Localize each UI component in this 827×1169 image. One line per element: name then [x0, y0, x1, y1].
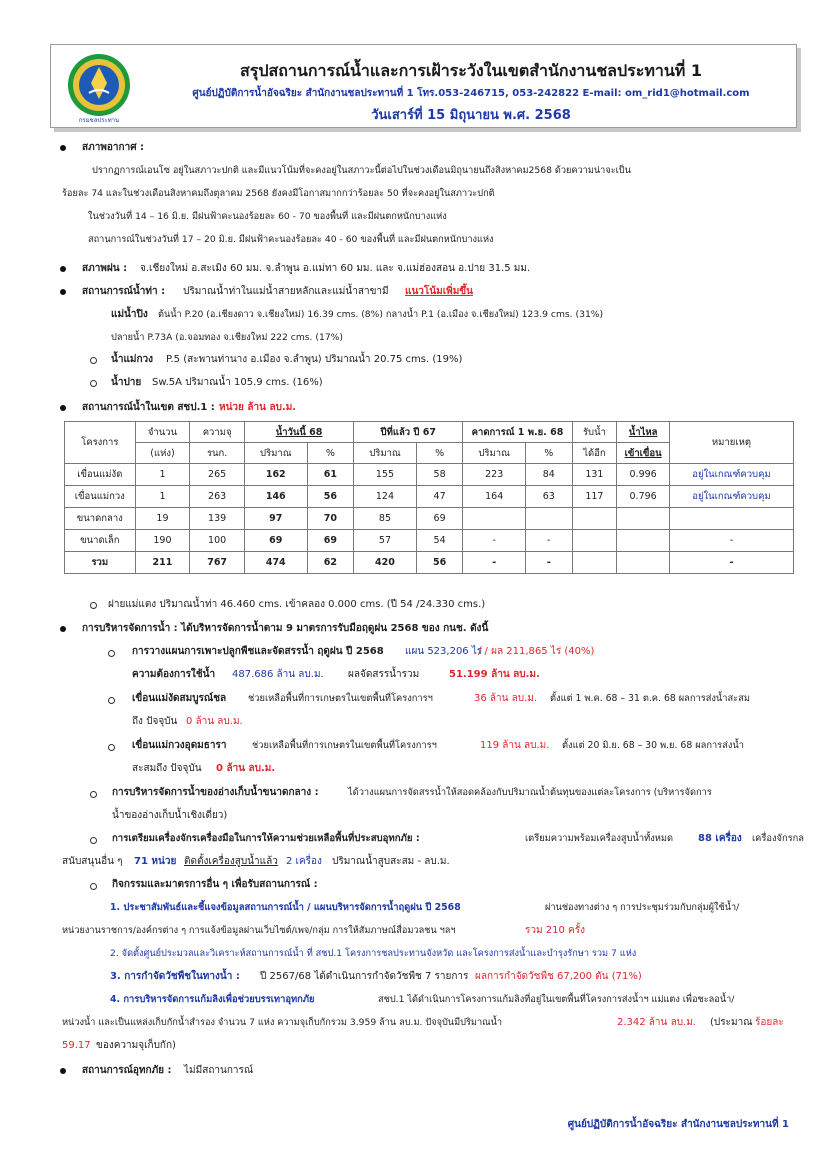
bullet-icon [60, 626, 66, 632]
mgmt-heading: การบริหารจัดการน้ำ : ได้บริหารจัดการน้ำตาม 9 มาตรการรับมือฤดูฝน 2568 ของ กนช. ดังนี้ [82, 623, 489, 634]
th-count: จำนวน [135, 422, 190, 443]
report-date: วันเสาร์ที่ 15 มิถุนายน พ.ศ. 2568 [371, 108, 571, 123]
ngat-text-2: ตั้งแต่ 1 พ.ค. 68 – 31 ต.ค. 68 ผลการส่งน้ำสะสม [550, 693, 750, 704]
machine-l2a: สนับสนุนอื่น ๆ [62, 856, 123, 867]
cell-fc-vol: 164 [463, 486, 526, 508]
alloc-value: 51.199 ล้าน ลบ.ม. [449, 669, 540, 680]
cell-inflow [617, 508, 670, 530]
activity-1-label: 1. ประชาสัมพันธ์และชี้แจงข้อมูลสถานการณ์น้ำ / แผนบริหารจัดการน้ำฤดูฝน ปี 2568 [110, 902, 461, 913]
cell-last-vol: 85 [354, 508, 417, 530]
cell-last-vol: 155 [354, 464, 417, 486]
water-heading: สถานการณ์น้ำท่า : [82, 286, 166, 297]
medium-text-2: น้ำของอ่างเก็บน้ำเชิงเดี่ยว) [112, 810, 228, 821]
alloc-label: ผลจัดสรรน้ำรวม [348, 669, 420, 680]
circle-bullet-icon [90, 602, 97, 609]
th-pct: % [307, 443, 354, 464]
th-inflow: น้ำไหล [617, 422, 670, 443]
kuang-dam-text-1: ช่วยเหลือพื้นที่การเกษตรในเขตพื้นที่โครงการฯ [252, 740, 437, 751]
circle-bullet-icon [90, 380, 97, 387]
th-receive-2: ได้อีก [572, 443, 617, 464]
table-row [65, 486, 794, 508]
ping-text-2: ปลายน้ำ P.73A (อ.จอมทอง จ.เชียงใหม่ 222 cms. (17%) [111, 332, 343, 343]
ngat-label: เขื่อนแม่งัดสมบูรณ์ชล [132, 693, 227, 704]
page-footer: ศูนย์ปฏิบัติการน้ำอัจฉริยะ สำนักงานชลประทานที่ 1 [567, 1119, 789, 1130]
th-project: โครงการ [65, 422, 136, 464]
cell-last-pct: 58 [416, 464, 463, 486]
cell-now-pct: 70 [307, 508, 354, 530]
ngat-text-3: ถึง ปัจจุบัน [132, 716, 178, 727]
weather-p1: ปรากฏการณ์เอนโซ อยู่ในสภาวะปกติ และมีแนวโน้มที่จะคงอยู่ในสภาวะนี้ต่อไปในช่วงเดือนมิถุนายนถึงสิงหาคม2568 ด้วยความน่าจะเป็น [92, 165, 631, 176]
cell-receive: 131 [572, 464, 617, 486]
plan-label: การวางแผนการเพาะปลูกพืชและจัดสรรน้ำ ฤดูฝน ปี 2568 [132, 646, 384, 657]
cell-last-vol: 57 [354, 530, 417, 552]
cell-fc-vol: - [463, 530, 526, 552]
activity-4-text-2: หน่วงน้ำ และเป็นแหล่งเก็บกักน้ำสำรอง จำนวน 7 แห่ง ความจุเก็บกักรวม 3.959 ล้าน ลบ.ม. ปัจจุบันมีปริมาณน้ำ [62, 1017, 503, 1028]
th-vol: ปริมาณ [354, 443, 417, 464]
machine-l2d: 2 เครื่อง [286, 856, 322, 867]
report-title: สรุปสถานการณ์น้ำและการเฝ้าระวังในเขตสำนักงานชลประทานที่ 1 [239, 61, 703, 80]
th-vol: ปริมาณ [244, 443, 307, 464]
activity-3-label: 3. การกำจัดวัชพืชในทางน้ำ : [110, 971, 240, 982]
cell-fc-pct [526, 508, 573, 530]
circle-bullet-icon [90, 357, 97, 364]
activity-1-value: รวม 210 ครั้ง [525, 925, 585, 936]
ngat-text-1: ช่วยเหลือพื้นที่การเกษตรในเขตพื้นที่โครงการฯ [248, 693, 433, 704]
cell-inflow [617, 530, 670, 552]
cell-count: 190 [135, 530, 190, 552]
activity-4-value-2: ร้อยละ [755, 1017, 784, 1028]
circle-bullet-icon [90, 883, 97, 890]
circle-bullet-icon [108, 650, 115, 657]
cell-fc-vol: 223 [463, 464, 526, 486]
ping-text: ต้นน้ำ P.20 (อ.เชียงดาว จ.เชียงใหม่) 16.39 cms. (8%) กลางน้ำ P.1 (อ.เมือง จ.เชียงใหม่) 123.9 cms. (31%) [158, 309, 604, 320]
cell-now-vol: 146 [244, 486, 307, 508]
th-remark: หมายเหตุ [669, 422, 793, 464]
activity-1-text: ผ่านช่องทางต่าง ๆ การประชุมร่วมกับกลุ่มผู้ใช้น้ำ/ [545, 902, 740, 913]
cell-fc-pct: - [526, 530, 573, 552]
th-pct: % [526, 443, 573, 464]
cell-name: ขนาดเล็ก [65, 530, 136, 552]
table-row [65, 464, 794, 486]
table-row [65, 530, 794, 552]
machine-label: การเตรียมเครื่องจักรเครื่องมือในการให้ความช่วยเหลือพื้นที่ประสบอุทกภัย : [112, 833, 420, 844]
cell-now-pct: 69 [307, 530, 354, 552]
th-inflow-2: เข้าเขื่อน [617, 443, 670, 464]
cell-last-pct: 47 [416, 486, 463, 508]
th-now: น้ำวันนี้ 68 [244, 422, 353, 443]
reservoir-unit: หน่วย ล้าน ลบ.ม. [219, 402, 297, 413]
cell-now-vol: 97 [244, 508, 307, 530]
ngat-value-2: 0 ล้าน ลบ.ม. [186, 716, 243, 727]
bullet-icon [60, 145, 66, 151]
weather-heading: สภาพอากาศ : [82, 142, 145, 153]
activity-4-text-3: (ประมาณ [710, 1017, 753, 1028]
cell-remark: อยู่ในเกณฑ์ควบคุม [669, 486, 793, 508]
th-forecast: คาดการณ์ 1 พ.ย. 68 [463, 422, 572, 443]
cell-now-vol: 474 [244, 552, 307, 574]
th-pct: % [416, 443, 463, 464]
cell-name: เขื่อนแม่กวง [65, 486, 136, 508]
cell-count: 1 [135, 464, 190, 486]
th-receive: รับน้ำ [572, 422, 617, 443]
activity-4-text-4: ของความจุเก็บกัก) [96, 1040, 176, 1051]
medium-label: การบริหารจัดการน้ำของอ่างเก็บน้ำขนาดกลาง : [112, 787, 319, 798]
reservoir-heading: สถานการณ์น้ำในเขต สชป.1 : [82, 402, 215, 413]
pai-label: น้ำปาย [111, 377, 142, 388]
circle-bullet-icon [108, 744, 115, 751]
bullet-icon [60, 266, 66, 272]
machine-l2e: ปริมาณน้ำสูบสะสม - ลบ.ม. [332, 856, 450, 867]
circle-bullet-icon [108, 697, 115, 704]
circle-bullet-icon [90, 837, 97, 844]
cell-now-vol: 162 [244, 464, 307, 486]
cell-receive: 117 [572, 486, 617, 508]
ngat-value-1: 36 ล้าน ลบ.ม. [474, 693, 538, 704]
cell-count: 1 [135, 486, 190, 508]
weather-p3: ในช่วงวันที่ 14 – 16 มิ.ย. มีฝนฟ้าคะนองร้อยละ 60 - 70 ของพื้นที่ และมีฝนตกหนักบางแห่ง [88, 211, 447, 222]
medium-text: ได้วางแผนการจัดสรรน้ำให้สอดคล้องกับปริมาณน้ำต้นทุนของแต่ละโครงการ (บริหารจัดการ [348, 787, 712, 798]
weather-p4: สถานการณ์ในช่วงวันที่ 17 – 20 มิ.ย. มีฝนฟ้าคะนองร้อยละ 40 - 60 ของพื้นที่ และมีฝนตกหนักบางแห่ง [88, 234, 494, 245]
bullet-icon [60, 1068, 66, 1074]
kuang-dam-value-1: 119 ล้าน ลบ.ม. [480, 740, 550, 751]
cell-last-pct: 54 [416, 530, 463, 552]
cell-last-vol: 420 [354, 552, 417, 574]
pai-text: Sw.5A ปริมาณน้ำ 105.9 cms. (16%) [152, 377, 323, 388]
plan-text: แผน 523,206 ไร่ [405, 646, 483, 657]
weir-text: ฝายแม่แตง ปริมาณน้ำท่า 46.460 cms. เข้าคลอง 0.000 cms. (ปี 54 /24.330 cms.) [108, 599, 486, 610]
activity-3-text: ปี 2567/68 ได้ดำเนินการกำจัดวัชพืช 7 รายการ [260, 971, 469, 982]
cell-inflow: 0.796 [617, 486, 670, 508]
cell-now-pct: 56 [307, 486, 354, 508]
seal-caption: กรมชลประทาน [78, 117, 120, 124]
demand-label: ความต้องการใช้น้ำ [132, 669, 216, 680]
rain-heading: สภาพฝน : [82, 263, 128, 274]
kuang-dam-value-2: 0 ล้าน ลบ.ม. [216, 763, 276, 774]
kuang-text: P.5 (สะพานท่านาง อ.เมือง จ.ลำพูน) ปริมาณน้ำ 20.75 cms. (19%) [166, 354, 463, 365]
activity-3-value: ผลการกำจัดวัชพืช 67,200 ตัน (71%) [475, 971, 642, 982]
cell-cap: 139 [190, 508, 245, 530]
demand-value: 487.686 ล้าน ลบ.ม. [232, 669, 324, 680]
cell-now-pct: 61 [307, 464, 354, 486]
activities-label: กิจกรรมและมาตรการอื่น ๆ เพื่อรับสถานการณ์ : [112, 879, 318, 890]
cell-remark [669, 508, 793, 530]
cell-last-vol: 124 [354, 486, 417, 508]
cell-fc-vol: - [463, 552, 526, 574]
cell-cap: 263 [190, 486, 245, 508]
th-cap-unit: รนก. [190, 443, 245, 464]
activity-1-text-2: หน่วยงานราชการ/องค์กรต่าง ๆ การแจ้งข้อมูลผ่านเว็บไซต์/เพจ/กลุ่ม การให้สัมภาษณ์สื่อมวลชน ฯลฯ [62, 925, 456, 936]
machine-l2b: 71 หน่วย [134, 856, 177, 867]
water-text: ปริมาณน้ำท่าในแม่น้ำสายหลักและแม่น้ำสาขามี [183, 286, 389, 297]
cell-receive [572, 508, 617, 530]
report-header [50, 44, 797, 128]
rain-text: จ.เชียงใหม่ อ.สะเมิง 60 มม. จ.ลำพูน อ.แม่ทา 60 มม. และ จ.แม่ฮ่องสอน อ.ปาย 31.5 มม. [140, 263, 531, 274]
cell-fc-pct: 84 [526, 464, 573, 486]
report-contact: ศูนย์ปฏิบัติการน้ำอัจฉริยะ สำนักงานชลประทานที่ 1 โทร.053-246715, 053-242822 E-mail: om_rid1@hotmail.com [192, 88, 750, 99]
bullet-icon [60, 405, 66, 411]
cell-count: 19 [135, 508, 190, 530]
disaster-heading: สถานการณ์อุทกภัย : [82, 1065, 172, 1076]
machine-text-2: เครื่องจักรกล [752, 833, 804, 844]
circle-bullet-icon [90, 791, 97, 798]
cell-cap: 767 [190, 552, 245, 574]
activity-4-label: 4. การบริหารจัดการแก้มลิงเพื่อช่วยบรรเทาอุทกภัย [110, 994, 315, 1005]
th-vol: ปริมาณ [463, 443, 526, 464]
kuang-label: น้ำแม่กวง [111, 354, 154, 365]
water-trend: แนวโน้มเพิ่มขึ้น [405, 286, 473, 297]
cell-name: เขื่อนแม่งัด [65, 464, 136, 486]
cell-cap: 100 [190, 530, 245, 552]
cell-now-vol: 69 [244, 530, 307, 552]
kuang-dam-text-2: ตั้งแต่ 20 มิ.ย. 68 – 30 พ.ย. 68 ผลการส่งน้ำ [562, 740, 744, 751]
table-row-total [65, 552, 794, 574]
weather-p2: ร้อยละ 74 และในช่วงเดือนสิงหาคมถึงตุลาคม 2568 ยังคงมีโอกาสมากกว่าร้อยละ 50 ที่จะคงอยู่ในสภาวะปกติ [62, 188, 495, 199]
activity-4-value: 2.342 ล้าน ลบ.ม. [617, 1017, 696, 1028]
cell-name: รวม [65, 552, 136, 574]
plan-result: / / ผล 211,865 ไร่ (40%) [478, 646, 595, 657]
activity-4-text: สชป.1 ได้ดำเนินการโครงการแก้มลิงที่อยู่ในเขตพื้นที่โครงการส่งน้ำฯ แม่แตง เพื่อชะลอน้ำ/ [378, 994, 735, 1005]
cell-count: 211 [135, 552, 190, 574]
disaster-text: ไม่มีสถานการณ์ [184, 1065, 254, 1076]
bullet-icon [60, 289, 66, 295]
rid-seal-logo [67, 53, 131, 117]
th-cap: ความจุ [190, 422, 245, 443]
activity-4-value-3: 59.17 [62, 1040, 91, 1051]
cell-name: ขนาดกลาง [65, 508, 136, 530]
cell-remark: - [669, 552, 793, 574]
activity-2: 2. จัดตั้งศูนย์ประมวลและวิเคราะห์สถานการณ์น้ำ ที่ สชป.1 โครงการชลประทานจังหวัด และโครงการส่งน้ำและบำรุงรักษา รวม 7 แห่ง [110, 948, 637, 959]
cell-fc-vol [463, 508, 526, 530]
cell-last-pct: 69 [416, 508, 463, 530]
cell-fc-pct: 63 [526, 486, 573, 508]
th-last: ปีที่แล้ว ปี 67 [354, 422, 463, 443]
kuang-dam-text-3: สะสมถึง ปัจจุบัน [132, 763, 202, 774]
machine-l2c: ติดตั้งเครื่องสูบน้ำแล้ว [184, 856, 278, 867]
machine-value: 88 เครื่อง [698, 833, 742, 844]
cell-remark: อยู่ในเกณฑ์ควบคุม [669, 464, 793, 486]
cell-now-pct: 62 [307, 552, 354, 574]
kuang-dam-label: เขื่อนแม่กวงอุดมธารา [132, 740, 227, 751]
cell-cap: 265 [190, 464, 245, 486]
cell-receive [572, 552, 617, 574]
machine-text: เตรียมความพร้อมเครื่องสูบน้ำทั้งหมด [525, 833, 674, 844]
cell-fc-pct: - [526, 552, 573, 574]
cell-receive [572, 530, 617, 552]
cell-remark: - [669, 530, 793, 552]
cell-inflow [617, 552, 670, 574]
th-count-unit: (แห่ง) [135, 443, 190, 464]
ping-label: แม่น้ำปิง [111, 309, 148, 320]
cell-last-pct: 56 [416, 552, 463, 574]
cell-inflow: 0.996 [617, 464, 670, 486]
table-row [65, 508, 794, 530]
reservoir-table [64, 421, 794, 574]
